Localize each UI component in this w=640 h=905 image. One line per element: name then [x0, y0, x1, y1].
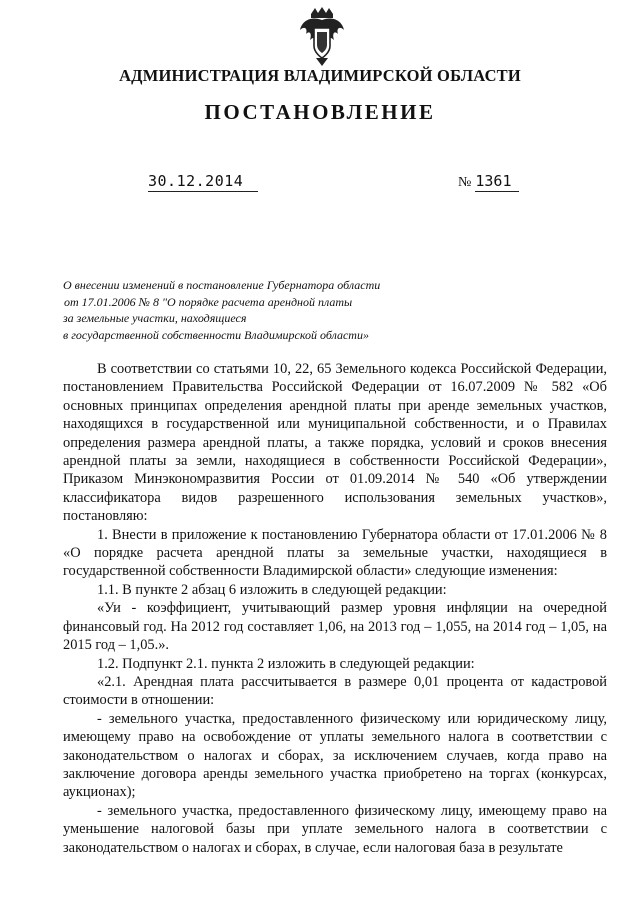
- body-paragraph: 1.2. Подпункт 2.1. пункта 2 изложить в следующей редакции:: [97, 655, 475, 672]
- body-paragraph: «Уи - коэффициент, учитывающий размер уровня инфляции на очередной финансовый год. На 2012 год составляет 1,06, на 2013 год – 1,055, на 2014 год – 1,05, на 2015 год – 1,05.».: [63, 600, 607, 654]
- document-number-block: [458, 172, 530, 192]
- coat-of-arms-emblem: [298, 6, 346, 68]
- subject-line: в государственной собственности Владимирской области»: [63, 327, 369, 342]
- body-paragraph: «2.1. Арендная плата рассчитывается в размере 0,01 процента от кадастровой стоимости в отношении:: [63, 673, 607, 709]
- body-paragraph: - земельного участка, предоставленного физическому лицу, имеющему право на уменьшение налоговой базы при уплате земельного налога в соответствии с законодательством о налогах и сборах, в случае, если налоговая база в результате: [63, 802, 607, 856]
- subject-line: О внесении изменений в постановление Губернатора области: [63, 278, 381, 292]
- document-subject: [63, 277, 423, 343]
- document-type: ПОСТАНОВЛЕНИЕ: [204, 100, 436, 124]
- body-paragraph: В соответствии со статьями 10, 22, 65 Земельного кодекса Российской Федерации, постановлением Правительства Российской Федерации от 16.07.2009 № 582 «Об основных принципах определения арендной платы при аренде земельных участков, находящихся в государственной или муниципальной собственности, и о Правилах определения размера арендной платы, а также порядка, условий и сроков внесения арендной платы за земли, находящиеся в собственности Российской Федерации», Приказом Минэкономразвития России от 01.09.2014 № 540 «Об утверждении классификатора видов разрешенного использования земельных участков», постановляю:: [63, 361, 607, 525]
- number-sign: №: [458, 175, 472, 190]
- organization-name: АДМИНИСТРАЦИЯ ВЛАДИМИРСКОЙ ОБЛАСТИ: [119, 66, 521, 85]
- body-paragraph: - земельного участка, предоставленного физическому или юридическому лицу, имеющему право на освобождение от уплаты земельного налога в соответствии с законодательством о налогах и сборах, за исключением случаев, когда право на заключение договора аренды земельного участка приобретено на торгах (конкурсах, аукционах);: [63, 710, 607, 801]
- document-date: 30.12.2014: [148, 172, 258, 192]
- body-paragraph: 1.1. В пункте 2 абзац 6 изложить в следующей редакции:: [97, 581, 447, 598]
- document-body: [63, 360, 607, 857]
- body-paragraph: 1. Внести в приложение к постановлению Губернатора области от 17.01.2006 № 8 «О порядке расчета арендной платы за земельные участки, находящиеся в государственной собственности Владимирской области» следующие изменения:: [63, 526, 607, 580]
- document-number: 1361: [475, 172, 519, 192]
- subject-line: за земельные участки, находящиеся: [63, 311, 247, 326]
- subject-line: от 17.01.2006 № 8 "О порядке расчета арендной платы: [64, 294, 353, 309]
